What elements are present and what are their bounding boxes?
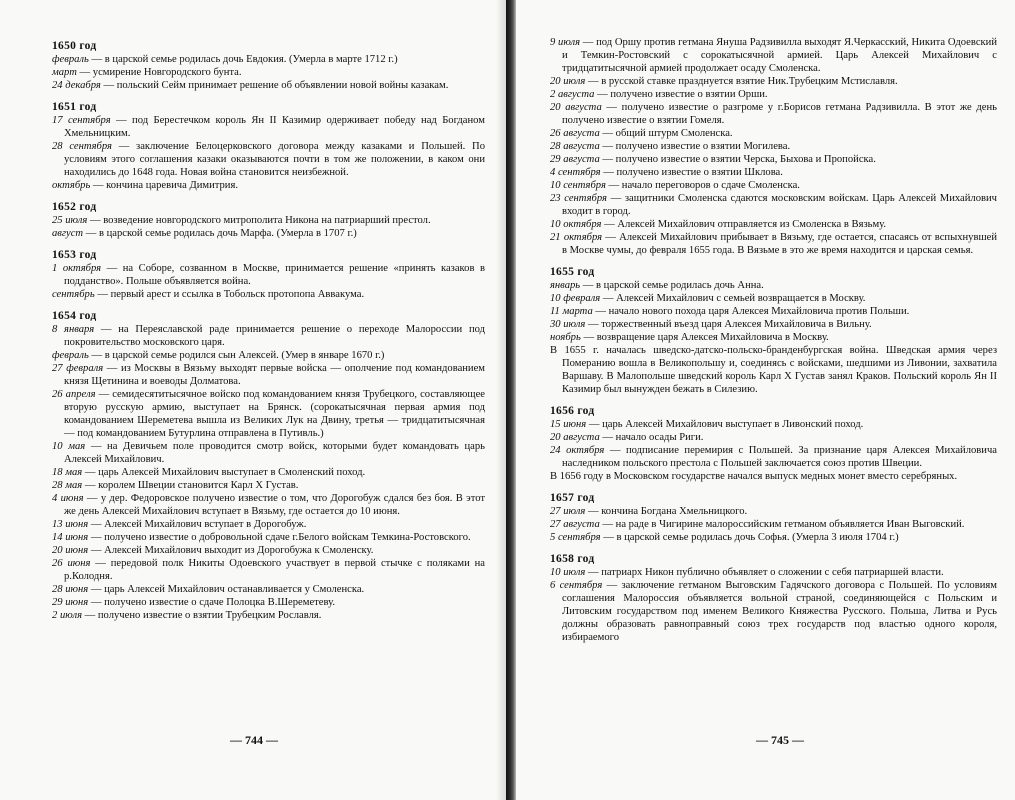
entry-text: — общий штурм Смоленска. <box>599 128 733 139</box>
chronicle-entry <box>550 431 997 444</box>
entry-date: 13 июня <box>52 519 89 530</box>
entry-text: — под Оршу против гетмана Януша Радзивилла выходят Я.Черкасский, Никита Одоевский и Темкин-Ростовский с сорокатысячной армией. Царь Алексей Михайлович с тридцатитысячной армией продолжает осаду Смоленска. <box>562 37 998 74</box>
entry-text: — на раде в Чигирине малороссийским гетманом объявляется Иван Выговский. <box>599 519 965 530</box>
entry-date: февраль <box>52 54 89 65</box>
year-heading: 1656 год <box>550 405 595 417</box>
chronicle-entry <box>550 579 997 644</box>
entry-text: — патриарх Никон публично объявляет о сложении с себя патриаршей власти. <box>585 567 944 578</box>
entry-text: — первый арест и ссылка в Тобольск протопопа Аввакума. <box>94 289 365 300</box>
chronicle-entry <box>52 214 485 227</box>
entry-date: 4 сентября <box>550 167 601 178</box>
entry-date: 27 августа <box>550 519 600 530</box>
entry-date: 28 июня <box>52 584 89 595</box>
entry-date: 18 мая <box>52 467 83 478</box>
chronicle-entry <box>52 66 485 79</box>
chronicle-entry <box>52 492 485 518</box>
chronicle-entry <box>52 531 485 544</box>
year-heading: 1650 год <box>52 40 97 52</box>
chronicle-entry <box>550 127 997 140</box>
chronicle-entry <box>550 218 997 231</box>
entry-text: — получено известие о взятии Могилева. <box>599 141 791 152</box>
entry-text: — в царской семье родилась дочь Софья. (Умерла 3 июля 1704 г.) <box>600 532 899 543</box>
entry-date: август <box>52 228 84 239</box>
entry-date: сентябрь <box>52 289 95 300</box>
entry-date: 1 октября <box>52 263 102 274</box>
entry-date: 10 сентября <box>550 180 606 191</box>
entry-text: — в царской семье родилась дочь Анна. <box>580 280 764 291</box>
entry-text: — начало осады Риги. <box>599 432 704 443</box>
entry-text: — Алексей Михайлович прибывает в Вязьму, где остается, спасаясь от вспыхнувшей в Москве чумы, до февраля 1655 года. В Вязьме в это же время находится и царская семья. <box>562 232 998 256</box>
entry-text: — заключение Белоцерковского договора между казаками и Польшей. По условиям этого соглашения казаки оказываются почти в том же положении, в каком они находились до 1648 года. Новая война становится неизбежной. <box>64 141 485 178</box>
chronicle-entry <box>52 227 485 240</box>
chronicle-entry <box>550 140 997 153</box>
chronicle-entry <box>550 231 997 257</box>
chronicle-entry <box>52 440 485 466</box>
chronicle-entry <box>52 53 485 66</box>
chronicle-entry <box>52 388 485 440</box>
chronicle-entry <box>52 262 485 288</box>
entry-text: — на Девичьем поле проводится смотр войск, которыми будет командовать царь Алексей Михайлович. <box>64 441 485 465</box>
entry-text: — кончина царевича Димитрия. <box>90 180 238 191</box>
chronicle-entry <box>52 466 485 479</box>
chronicle-entry <box>550 179 997 192</box>
chronicle-entry <box>550 305 997 318</box>
entry-date: 6 сентября <box>550 580 603 591</box>
year-heading: 1658 год <box>550 553 595 565</box>
entry-text: — Алексей Михайлович отправляется из Смоленска в Вязьму. <box>601 219 887 230</box>
entry-date: 24 октября <box>550 445 605 456</box>
entry-date: 27 февраля <box>52 363 104 374</box>
entry-text: — начало нового похода царя Алексея Михайловича против Польши. <box>592 306 910 317</box>
entry-date: март <box>52 67 77 78</box>
chronicle-entry <box>550 166 997 179</box>
chronicle-entry <box>550 101 997 127</box>
entry-date: 26 августа <box>550 128 600 139</box>
entry-text: — в царской семье родился сын Алексей. (Умер в январе 1670 г.) <box>88 350 385 361</box>
entry-date: 26 июня <box>52 558 91 569</box>
entry-text: В 1656 году в Московском государстве начался выпуск медных монет вместо серебряных. <box>550 471 958 482</box>
chronicle-entry <box>550 505 997 518</box>
entry-text: — польский Сейм принимает решение об объявлении новой войны казакам. <box>100 80 449 91</box>
entry-text: — царь Алексей Михайлович выступает в Смоленский поход. <box>82 467 366 478</box>
entry-text: — получено известие о взятии Трубецким Рославля. <box>82 610 322 621</box>
entry-date: 11 марта <box>550 306 593 317</box>
chronicle-entry <box>550 344 997 396</box>
entry-text: — получено известие о взятии Шклова. <box>600 167 783 178</box>
right-page <box>516 0 1015 800</box>
year-heading: 1652 год <box>52 201 97 213</box>
chronicle-entry <box>52 583 485 596</box>
entry-text: — в царской семье родилась дочь Марфа. (Умерла в 1707 г.) <box>83 228 357 239</box>
book-gutter <box>506 0 516 800</box>
left-page <box>0 0 505 800</box>
entry-text: — начало переговоров о сдаче Смоленска. <box>605 180 800 191</box>
gutter-shadow <box>496 0 506 800</box>
entry-date: ноябрь <box>550 332 581 343</box>
entry-date: 10 мая <box>52 441 86 452</box>
entry-text: — на Переяславской раде принимается решение о переходе Малороссии под покровительство московского царя. <box>64 324 486 348</box>
entry-date: 23 сентября <box>550 193 607 204</box>
entry-text: — в русской ставке празднуется взятие Ник.Трубецким Мстиславля. <box>585 76 898 87</box>
entry-date: октябрь <box>52 180 91 191</box>
entry-text: — защитники Смоленска сдаются московским войскам. Царь Алексей Михайлович входит в город. <box>562 193 997 217</box>
year-heading: 1655 год <box>550 266 595 278</box>
chronicle-entry <box>52 79 485 92</box>
chronicle-entry <box>550 36 997 75</box>
entry-text: — королем Швеции становится Карл Х Густав. <box>82 480 299 491</box>
chronicle-entry <box>52 140 485 179</box>
entry-text: — усмирение Новгородского бунта. <box>76 67 242 78</box>
entry-date: 10 февраля <box>550 293 601 304</box>
chronicle-entry <box>52 362 485 388</box>
entry-date: 25 июля <box>52 215 88 226</box>
year-heading: 1657 год <box>550 492 595 504</box>
entry-date: 20 июня <box>52 545 89 556</box>
year-heading: 1654 год <box>52 310 97 322</box>
entry-text: — передовой полк Никиты Одоевского участвует в первой стычке с поляками на р.Колодня. <box>64 558 485 582</box>
entry-text: — получено известие о взятии Орши. <box>594 89 768 100</box>
chronicle-entry <box>550 318 997 331</box>
entry-date: 30 июля <box>550 319 586 330</box>
entry-text: — получено известие о разгроме у г.Борисов гетмана Радзивилла. В этот же день получено известие о взятии Гомеля. <box>562 102 997 126</box>
entry-date: 17 сентября <box>52 115 111 126</box>
entry-date: 9 июля <box>550 37 581 48</box>
chronicle-entry <box>52 288 485 301</box>
chronicle-entry <box>52 609 485 622</box>
entry-date: 29 августа <box>550 154 600 165</box>
entry-text: — получено известие о сдаче Полоцка В.Шереметеву. <box>88 597 336 608</box>
entry-text: В 1655 г. началась шведско-датско-польско-бранденбургская война. Шведская армия через Померанию вошла в Великопольшу и, соединясь с войсками, шедшими из Ливонии, захватила Варшаву. В Малопольше шведский король Карл Х Густав занял Краков. Польский король Ян II Казимир был вынужден бежать в Силезию. <box>550 345 997 395</box>
entry-date: 28 сентября <box>52 141 112 152</box>
entry-date: 15 июня <box>550 419 587 430</box>
entry-text: — семидесятитысячное войско под командованием князя Трубецкого, составляющее вторую русскую армию, выступает на Брянск. (сорокатысячная первая армия под командованием Шереметева вышла из Великих Лук на Двину, третья — тридцатитысячная — под командованием Бутурлина отправлена в Путивль.) <box>64 389 485 439</box>
entry-text: — в царской семье родилась дочь Евдокия. (Умерла в марте 1712 г.) <box>88 54 398 65</box>
page-number-right: — 745 — <box>756 733 804 747</box>
entry-date: 28 мая <box>52 480 83 491</box>
entry-date: 28 августа <box>550 141 600 152</box>
year-heading: 1651 год <box>52 101 97 113</box>
entry-text: — Алексей Михайлович вступает в Дорогобуж. <box>88 519 307 530</box>
entry-date: 24 декабря <box>52 80 101 91</box>
entry-text: — кончина Богдана Хмельницкого. <box>585 506 748 517</box>
chronicle-entry <box>550 331 997 344</box>
chronicle-entry <box>52 557 485 583</box>
entry-date: 20 июля <box>550 76 586 87</box>
entry-text: — получено известие о добровольной сдаче г.Белого войскам Темкина-Ростовского. <box>88 532 471 543</box>
chronicle-entry <box>52 349 485 362</box>
entry-date: 10 июля <box>550 567 586 578</box>
entry-date: 4 июня <box>52 493 84 504</box>
entry-date: 2 августа <box>550 89 595 100</box>
entry-date: 20 августа <box>550 102 602 113</box>
chronicle-entry <box>550 418 997 431</box>
entry-date: 21 октября <box>550 232 603 243</box>
chronicle-entry <box>550 75 997 88</box>
chronicle-entry <box>52 114 485 140</box>
entry-text: — торжественный въезд царя Алексея Михайловича в Вильну. <box>585 319 872 330</box>
entry-text: — возведение новгородского митрополита Никона на патриарший престол. <box>87 215 431 226</box>
chronicle-entry <box>52 323 485 349</box>
chronicle-entry <box>550 153 997 166</box>
entry-text: — получено известие о взятии Черска, Быхова и Пропойска. <box>599 154 876 165</box>
chronicle-entry <box>52 479 485 492</box>
entry-date: февраль <box>52 350 89 361</box>
entry-text: — царь Алексей Михайлович выступает в Ливонский поход. <box>586 419 864 430</box>
year-heading: 1653 год <box>52 249 97 261</box>
chronicle-entry <box>550 531 997 544</box>
page-number-left: — 744 — <box>230 733 278 747</box>
entry-date: 8 января <box>52 324 95 335</box>
entry-text: — Алексей Михайлович с семьей возвращается в Москву. <box>600 293 866 304</box>
entry-date: 27 июля <box>550 506 586 517</box>
entry-text: — Алексей Михайлович выходит из Дорогобужа к Смоленску. <box>88 545 374 556</box>
entry-date: 20 августа <box>550 432 600 443</box>
entry-text: — у дер. Федоровское получено известие о том, что Дорогобуж сдался без боя. В этот же день Алексей Михайлович вступает в Вязьму, где остается до 10 июня. <box>64 493 485 517</box>
chronicle-entry <box>550 444 997 470</box>
chronicle-entry <box>550 292 997 305</box>
entry-date: 2 июля <box>52 610 82 621</box>
chronicle-entry <box>550 192 997 218</box>
chronicle-entry <box>52 544 485 557</box>
chronicle-entry <box>52 179 485 192</box>
chronicle-entry <box>550 470 997 483</box>
chronicle-entry <box>550 518 997 531</box>
chronicle-entry <box>550 88 997 101</box>
chronicle-entry <box>550 279 997 292</box>
entry-text: — подписание перемирия с Польшей. За признание царя Алексея Михайловича наследником польского престола с Польшей заключается союз против Швеции. <box>562 445 998 469</box>
chronicle-entry <box>550 566 997 579</box>
chronicle-entry <box>52 596 485 609</box>
entry-date: 10 октября <box>550 219 602 230</box>
entry-date: 26 апреля <box>52 389 96 400</box>
entry-text: — заключение гетманом Выговским Гадячского договора с Польшей. По условиям соглашения Малороссия объявляется вольной страной, соединяющейся с Польским и Литовским государством под именем Великого Княжества Русского. Польша, Литва и Русь должны образовать равноправный союз трех государств под властью одного короля, избираемого <box>562 580 997 643</box>
entry-text: — из Москвы в Вязьму выходят первые войска — ополчение под командованием князя Щетинина и воеводы Долматова. <box>64 363 486 387</box>
entry-date: 14 июня <box>52 532 89 543</box>
entry-text: — возвращение царя Алексея Михайловича в Москву. <box>580 332 829 343</box>
entry-text: — под Берестечком король Ян II Казимир одерживает победу над Богданом Хмельницким. <box>64 115 485 139</box>
entry-date: январь <box>550 280 581 291</box>
chronicle-entry <box>52 518 485 531</box>
entry-date: 5 сентября <box>550 532 601 543</box>
entry-date: 29 июня <box>52 597 89 608</box>
entry-text: — на Соборе, созванном в Москве, принимается решение «принять казаков в подданство». Польше объявляется война. <box>64 263 486 287</box>
entry-text: — царь Алексей Михайлович останавливается у Смоленска. <box>88 584 365 595</box>
